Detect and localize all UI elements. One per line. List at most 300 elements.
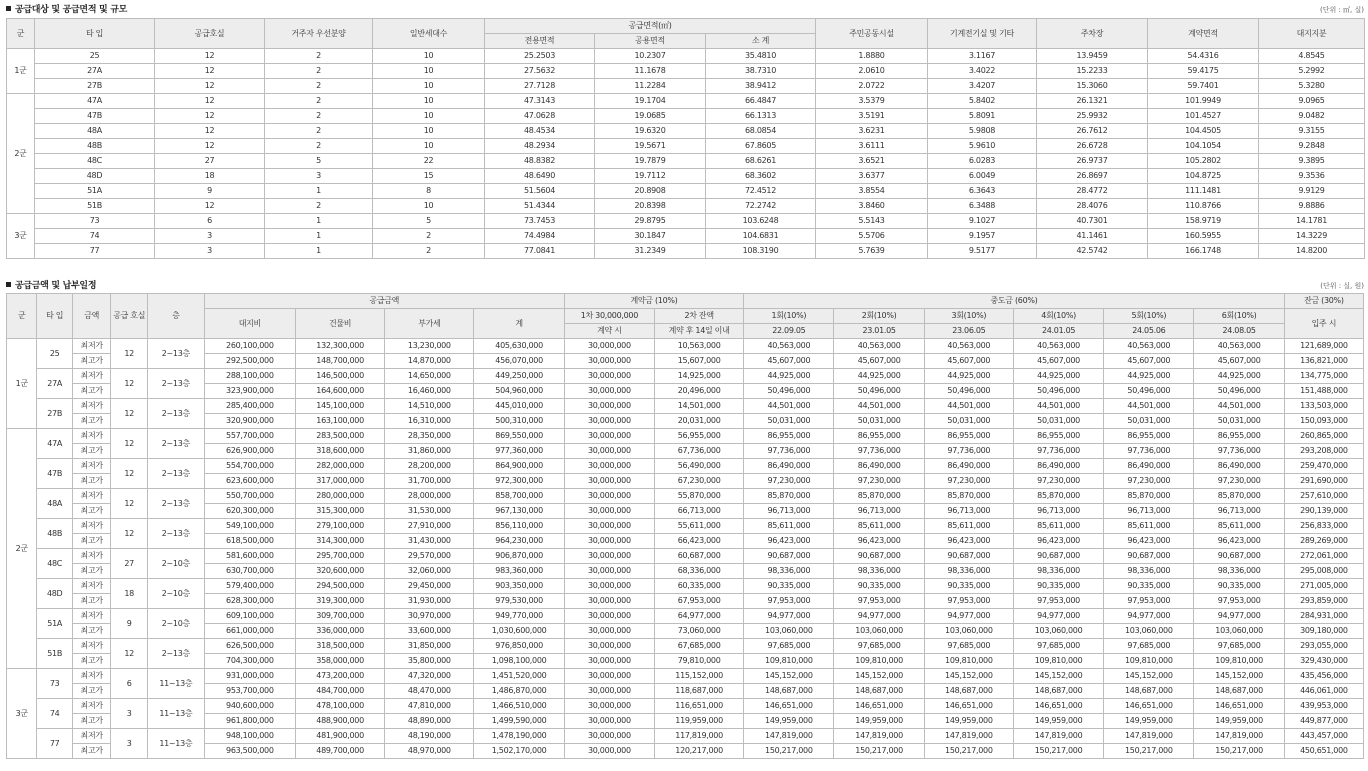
data-cell: 14.1781: [1259, 214, 1365, 229]
th-land: 대지지분: [1259, 19, 1365, 49]
data-cell: 22: [373, 154, 485, 169]
type-cell: 27B: [37, 399, 72, 429]
middle-payment-cell: 44,501,000: [1194, 399, 1284, 414]
middle-payment-cell: 90,335,000: [1194, 579, 1284, 594]
data-cell: 1,478,190,000: [474, 729, 564, 744]
units-cell: 12: [111, 519, 148, 549]
data-cell: 9.0965: [1259, 94, 1365, 109]
data-cell: 2: [373, 244, 485, 259]
price-label-cell: 최저가: [72, 489, 111, 504]
group-cell: 3군: [7, 214, 35, 259]
data-cell: 858,700,000: [474, 489, 564, 504]
data-cell: 68.0854: [706, 124, 816, 139]
th2-md2: 23.01.05: [834, 324, 924, 339]
data-cell: 949,770,000: [474, 609, 564, 624]
data-cell: 12: [155, 109, 265, 124]
middle-payment-cell: 44,925,000: [924, 369, 1013, 384]
balance-cell: 289,269,000: [1284, 534, 1363, 549]
data-cell: 30,000,000: [564, 489, 654, 504]
data-cell: 9.9129: [1259, 184, 1365, 199]
middle-payment-cell: 97,953,000: [744, 594, 834, 609]
data-cell: 9.1957: [928, 229, 1037, 244]
middle-payment-cell: 86,490,000: [1104, 459, 1194, 474]
data-cell: 31,930,000: [385, 594, 474, 609]
th2-dep2w: 계약 후 14일 이내: [654, 324, 743, 339]
table-row: [7, 624, 1364, 639]
th2-m1: 1회(10%): [744, 309, 834, 324]
table-row: [7, 384, 1364, 399]
data-cell: 9.8886: [1259, 199, 1365, 214]
data-cell: 79,810,000: [654, 654, 743, 669]
th-general: 일반세대수: [373, 19, 485, 49]
data-cell: 14.3229: [1259, 229, 1365, 244]
middle-payment-cell: 148,687,000: [924, 684, 1013, 699]
data-cell: 500,310,000: [474, 414, 564, 429]
table-row: [7, 109, 1365, 124]
data-cell: 6.0283: [928, 154, 1037, 169]
middle-payment-cell: 90,335,000: [1013, 579, 1103, 594]
th2-m5: 5회(10%): [1104, 309, 1194, 324]
middle-payment-cell: 149,959,000: [1194, 714, 1284, 729]
table-row: [7, 49, 1365, 64]
table-row: [7, 94, 1365, 109]
middle-payment-cell: 103,060,000: [1104, 624, 1194, 639]
th2-total: 계: [474, 309, 564, 339]
type-cell: 48C: [37, 549, 72, 579]
table-row: [7, 699, 1364, 714]
price-label-cell: 최고가: [72, 684, 111, 699]
th2-vat: 부가세: [385, 309, 474, 339]
data-cell: 9.1027: [928, 214, 1037, 229]
data-cell: 27B: [35, 79, 155, 94]
th2-md4: 24.01.05: [1013, 324, 1103, 339]
data-cell: 19.1704: [595, 94, 706, 109]
price-label-cell: 최고가: [72, 414, 111, 429]
data-cell: 163,100,000: [295, 414, 384, 429]
middle-payment-cell: 103,060,000: [834, 624, 924, 639]
data-cell: 3.4022: [928, 64, 1037, 79]
th2-md5: 24.05.06: [1104, 324, 1194, 339]
data-cell: 10: [373, 79, 485, 94]
units-cell: 3: [111, 729, 148, 759]
table-row: [7, 339, 1364, 354]
middle-payment-cell: 97,685,000: [924, 639, 1013, 654]
middle-payment-cell: 146,651,000: [834, 699, 924, 714]
data-cell: 3: [155, 244, 265, 259]
data-cell: 28.4772: [1037, 184, 1148, 199]
data-cell: 47.0628: [485, 109, 595, 124]
data-cell: 5.8091: [928, 109, 1037, 124]
middle-payment-cell: 90,687,000: [834, 549, 924, 564]
units-cell: 12: [111, 399, 148, 429]
data-cell: 283,500,000: [295, 429, 384, 444]
middle-payment-cell: 150,217,000: [924, 744, 1013, 759]
table-row: [7, 579, 1364, 594]
data-cell: 320,900,000: [204, 414, 295, 429]
th2-md3: 23.06.05: [924, 324, 1013, 339]
type-cell: 47B: [37, 459, 72, 489]
table-row: [7, 169, 1365, 184]
balance-cell: 256,833,000: [1284, 519, 1363, 534]
middle-payment-cell: 44,925,000: [1194, 369, 1284, 384]
middle-payment-cell: 50,496,000: [1013, 384, 1103, 399]
data-cell: 9.3536: [1259, 169, 1365, 184]
data-cell: 68.6261: [706, 154, 816, 169]
data-cell: 54.4316: [1148, 49, 1259, 64]
data-cell: 14.8200: [1259, 244, 1365, 259]
floor-cell: 2~13층: [147, 519, 204, 549]
middle-payment-cell: 44,925,000: [1104, 369, 1194, 384]
middle-payment-cell: 145,152,000: [834, 669, 924, 684]
middle-payment-cell: 96,713,000: [834, 504, 924, 519]
balance-cell: 133,503,000: [1284, 399, 1363, 414]
middle-payment-cell: 97,685,000: [1194, 639, 1284, 654]
middle-payment-cell: 146,651,000: [1194, 699, 1284, 714]
data-cell: 12: [155, 199, 265, 214]
data-cell: 618,500,000: [204, 534, 295, 549]
middle-payment-cell: 146,651,000: [924, 699, 1013, 714]
data-cell: 35,800,000: [385, 654, 474, 669]
data-cell: 73.7453: [485, 214, 595, 229]
middle-payment-cell: 40,563,000: [744, 339, 834, 354]
data-cell: 620,300,000: [204, 504, 295, 519]
data-cell: 55,611,000: [654, 519, 743, 534]
table-row: [7, 184, 1365, 199]
middle-payment-cell: 146,651,000: [1013, 699, 1103, 714]
supply-price-table: [6, 293, 1364, 759]
middle-payment-cell: 146,651,000: [1104, 699, 1194, 714]
data-cell: 74: [35, 229, 155, 244]
data-cell: 51B: [35, 199, 155, 214]
th2-floor: 층: [147, 294, 204, 339]
price-label-cell: 최저가: [72, 459, 111, 474]
section2-title: 공급금액 및 납부일정: [6, 278, 96, 291]
middle-payment-cell: 147,819,000: [744, 729, 834, 744]
middle-payment-cell: 86,490,000: [1013, 459, 1103, 474]
data-cell: 104.1054: [1148, 139, 1259, 154]
price-label-cell: 최고가: [72, 504, 111, 519]
data-cell: 14,650,000: [385, 369, 474, 384]
data-cell: 42.5742: [1037, 244, 1148, 259]
data-cell: 11.1678: [595, 64, 706, 79]
data-cell: 30,000,000: [564, 729, 654, 744]
balance-cell: 439,953,000: [1284, 699, 1363, 714]
data-cell: 116,651,000: [654, 699, 743, 714]
data-cell: 3: [155, 229, 265, 244]
data-cell: 3.6231: [816, 124, 928, 139]
data-cell: 6.3488: [928, 199, 1037, 214]
data-cell: 27A: [35, 64, 155, 79]
data-cell: 2: [265, 79, 373, 94]
data-cell: 554,700,000: [204, 459, 295, 474]
data-cell: 30,000,000: [564, 624, 654, 639]
data-cell: 1,499,590,000: [474, 714, 564, 729]
data-cell: 32,060,000: [385, 564, 474, 579]
middle-payment-cell: 149,959,000: [834, 714, 924, 729]
type-cell: 48A: [37, 489, 72, 519]
balance-cell: 134,775,000: [1284, 369, 1363, 384]
middle-payment-cell: 149,959,000: [1104, 714, 1194, 729]
data-cell: 19.6320: [595, 124, 706, 139]
middle-payment-cell: 86,955,000: [1013, 429, 1103, 444]
data-cell: 28,350,000: [385, 429, 474, 444]
data-cell: 104.8725: [1148, 169, 1259, 184]
data-cell: 979,530,000: [474, 594, 564, 609]
table-row: [7, 214, 1365, 229]
data-cell: 8: [373, 184, 485, 199]
middle-payment-cell: 90,335,000: [744, 579, 834, 594]
middle-payment-cell: 145,152,000: [1104, 669, 1194, 684]
data-cell: 1,098,100,000: [474, 654, 564, 669]
middle-payment-cell: 86,955,000: [924, 429, 1013, 444]
data-cell: 120,217,000: [654, 744, 743, 759]
data-cell: 623,600,000: [204, 474, 295, 489]
price-label-cell: 최고가: [72, 564, 111, 579]
data-cell: 119,959,000: [654, 714, 743, 729]
middle-payment-cell: 85,870,000: [1194, 489, 1284, 504]
units-cell: 27: [111, 549, 148, 579]
middle-payment-cell: 97,953,000: [1013, 594, 1103, 609]
data-cell: 27.5632: [485, 64, 595, 79]
data-cell: 292,500,000: [204, 354, 295, 369]
data-cell: 104.6831: [706, 229, 816, 244]
middle-payment-cell: 97,230,000: [924, 474, 1013, 489]
data-cell: 48.4534: [485, 124, 595, 139]
data-cell: 2.0722: [816, 79, 928, 94]
th2-dep1: 1차 30,000,000: [564, 309, 654, 324]
data-cell: 66.4847: [706, 94, 816, 109]
th2-m2: 2회(10%): [834, 309, 924, 324]
data-cell: 67,953,000: [654, 594, 743, 609]
data-cell: 1: [265, 229, 373, 244]
middle-payment-cell: 148,687,000: [1194, 684, 1284, 699]
data-cell: 14,510,000: [385, 399, 474, 414]
data-cell: 31,430,000: [385, 534, 474, 549]
data-cell: 30,000,000: [564, 384, 654, 399]
th-area: 공급면적(㎡): [485, 19, 816, 34]
data-cell: 961,800,000: [204, 714, 295, 729]
balance-cell: 290,139,000: [1284, 504, 1363, 519]
price-label-cell: 최고가: [72, 534, 111, 549]
table-row: [7, 594, 1364, 609]
balance-cell: 309,180,000: [1284, 624, 1363, 639]
data-cell: 661,000,000: [204, 624, 295, 639]
data-cell: 318,500,000: [295, 639, 384, 654]
data-cell: 3.8554: [816, 184, 928, 199]
middle-payment-cell: 147,819,000: [834, 729, 924, 744]
middle-payment-cell: 96,423,000: [924, 534, 1013, 549]
data-cell: 4.8545: [1259, 49, 1365, 64]
data-cell: 30,000,000: [564, 519, 654, 534]
price-label-cell: 최고가: [72, 714, 111, 729]
middle-payment-cell: 86,490,000: [924, 459, 1013, 474]
table-row: [7, 654, 1364, 669]
data-cell: 68.3602: [706, 169, 816, 184]
data-cell: 3.6111: [816, 139, 928, 154]
data-cell: 473,200,000: [295, 669, 384, 684]
middle-payment-cell: 85,611,000: [1104, 519, 1194, 534]
middle-payment-cell: 97,230,000: [1013, 474, 1103, 489]
units-cell: 12: [111, 489, 148, 519]
middle-payment-cell: 149,959,000: [744, 714, 834, 729]
data-cell: 15,607,000: [654, 354, 743, 369]
units-cell: 18: [111, 579, 148, 609]
data-cell: 30,000,000: [564, 504, 654, 519]
data-cell: 5: [373, 214, 485, 229]
data-cell: 6: [155, 214, 265, 229]
data-cell: 67,685,000: [654, 639, 743, 654]
data-cell: 2: [265, 94, 373, 109]
data-cell: 5.3280: [1259, 79, 1365, 94]
table-row: [7, 199, 1365, 214]
middle-payment-cell: 145,152,000: [1194, 669, 1284, 684]
data-cell: 60,687,000: [654, 549, 743, 564]
price-label-cell: 최저가: [72, 399, 111, 414]
units-cell: 12: [111, 369, 148, 399]
data-cell: 10: [373, 124, 485, 139]
data-cell: 101.4527: [1148, 109, 1259, 124]
middle-payment-cell: 97,953,000: [1194, 594, 1284, 609]
data-cell: 481,900,000: [295, 729, 384, 744]
data-cell: 976,850,000: [474, 639, 564, 654]
balance-cell: 446,061,000: [1284, 684, 1363, 699]
type-cell: 25: [37, 339, 72, 369]
th-parking: 주차장: [1037, 19, 1148, 49]
data-cell: 456,070,000: [474, 354, 564, 369]
group-cell: 2군: [7, 94, 35, 214]
units-cell: 12: [111, 459, 148, 489]
middle-payment-cell: 97,685,000: [1104, 639, 1194, 654]
data-cell: 30,000,000: [564, 339, 654, 354]
th2-balw: 입주 시: [1284, 309, 1363, 339]
middle-payment-cell: 97,230,000: [1104, 474, 1194, 489]
middle-payment-cell: 96,423,000: [1013, 534, 1103, 549]
middle-payment-cell: 85,611,000: [1194, 519, 1284, 534]
group-cell: 1군: [7, 339, 37, 429]
data-cell: 48A: [35, 124, 155, 139]
data-cell: 30,000,000: [564, 594, 654, 609]
middle-payment-cell: 97,230,000: [744, 474, 834, 489]
units-cell: 12: [111, 639, 148, 669]
data-cell: 26.1321: [1037, 94, 1148, 109]
data-cell: 29,570,000: [385, 549, 474, 564]
th2-deposit: 계약금 (10%): [564, 294, 743, 309]
data-cell: 977,360,000: [474, 444, 564, 459]
data-cell: 5: [265, 154, 373, 169]
data-cell: 19.7879: [595, 154, 706, 169]
data-cell: 30,000,000: [564, 654, 654, 669]
data-cell: 1,466,510,000: [474, 699, 564, 714]
middle-payment-cell: 44,501,000: [1013, 399, 1103, 414]
middle-payment-cell: 86,490,000: [744, 459, 834, 474]
data-cell: 9: [155, 184, 265, 199]
type-cell: 27A: [37, 369, 72, 399]
data-cell: 30,970,000: [385, 609, 474, 624]
data-cell: 14,870,000: [385, 354, 474, 369]
data-cell: 5.8402: [928, 94, 1037, 109]
data-cell: 110.8766: [1148, 199, 1259, 214]
data-cell: 117,819,000: [654, 729, 743, 744]
data-cell: 358,000,000: [295, 654, 384, 669]
th-units: 공급호실: [155, 19, 265, 49]
middle-payment-cell: 97,685,000: [834, 639, 924, 654]
data-cell: 47,810,000: [385, 699, 474, 714]
middle-payment-cell: 44,925,000: [744, 369, 834, 384]
data-cell: 30,000,000: [564, 354, 654, 369]
data-cell: 15.2233: [1037, 64, 1148, 79]
data-cell: 19.5671: [595, 139, 706, 154]
table-row: [7, 489, 1364, 504]
data-cell: 10: [373, 109, 485, 124]
data-cell: 51.5604: [485, 184, 595, 199]
data-cell: 2: [373, 229, 485, 244]
th2-type: 타 입: [37, 294, 72, 339]
middle-payment-cell: 45,607,000: [1013, 354, 1103, 369]
price-label-cell: 최저가: [72, 729, 111, 744]
middle-payment-cell: 97,685,000: [744, 639, 834, 654]
middle-payment-cell: 50,031,000: [924, 414, 1013, 429]
middle-payment-cell: 90,687,000: [1194, 549, 1284, 564]
data-cell: 280,000,000: [295, 489, 384, 504]
data-cell: 20,031,000: [654, 414, 743, 429]
data-cell: 47B: [35, 109, 155, 124]
data-cell: 30,000,000: [564, 639, 654, 654]
price-label-cell: 최고가: [72, 474, 111, 489]
floor-cell: 2~13층: [147, 459, 204, 489]
data-cell: 29,450,000: [385, 579, 474, 594]
data-cell: 549,100,000: [204, 519, 295, 534]
table-row: [7, 714, 1364, 729]
balance-cell: 150,093,000: [1284, 414, 1363, 429]
balance-cell: 449,877,000: [1284, 714, 1363, 729]
floor-cell: 2~13층: [147, 399, 204, 429]
data-cell: 20.8398: [595, 199, 706, 214]
table-row: [7, 369, 1364, 384]
floor-cell: 2~10층: [147, 549, 204, 579]
floor-cell: 2~13층: [147, 429, 204, 459]
middle-payment-cell: 109,810,000: [1013, 654, 1103, 669]
middle-payment-cell: 90,335,000: [1104, 579, 1194, 594]
data-cell: 105.2802: [1148, 154, 1259, 169]
middle-payment-cell: 85,611,000: [834, 519, 924, 534]
data-cell: 9.3155: [1259, 124, 1365, 139]
middle-payment-cell: 90,335,000: [834, 579, 924, 594]
middle-payment-cell: 45,607,000: [924, 354, 1013, 369]
middle-payment-cell: 85,870,000: [1013, 489, 1103, 504]
middle-payment-cell: 96,713,000: [924, 504, 1013, 519]
data-cell: 30,000,000: [564, 459, 654, 474]
middle-payment-cell: 86,955,000: [834, 429, 924, 444]
balance-cell: 435,456,000: [1284, 669, 1363, 684]
data-cell: 2: [265, 49, 373, 64]
table-row: [7, 154, 1365, 169]
th2-m6: 6회(10%): [1194, 309, 1284, 324]
data-cell: 20.8908: [595, 184, 706, 199]
data-cell: 55,870,000: [654, 489, 743, 504]
middle-payment-cell: 50,031,000: [1194, 414, 1284, 429]
balance-cell: 293,055,000: [1284, 639, 1363, 654]
data-cell: 856,110,000: [474, 519, 564, 534]
table-row: [7, 519, 1364, 534]
data-cell: 10: [373, 94, 485, 109]
data-cell: 1.8880: [816, 49, 928, 64]
data-cell: 953,700,000: [204, 684, 295, 699]
data-cell: 25: [35, 49, 155, 64]
data-cell: 30,000,000: [564, 714, 654, 729]
middle-payment-cell: 97,736,000: [924, 444, 1013, 459]
data-cell: 48,890,000: [385, 714, 474, 729]
data-cell: 5.5143: [816, 214, 928, 229]
